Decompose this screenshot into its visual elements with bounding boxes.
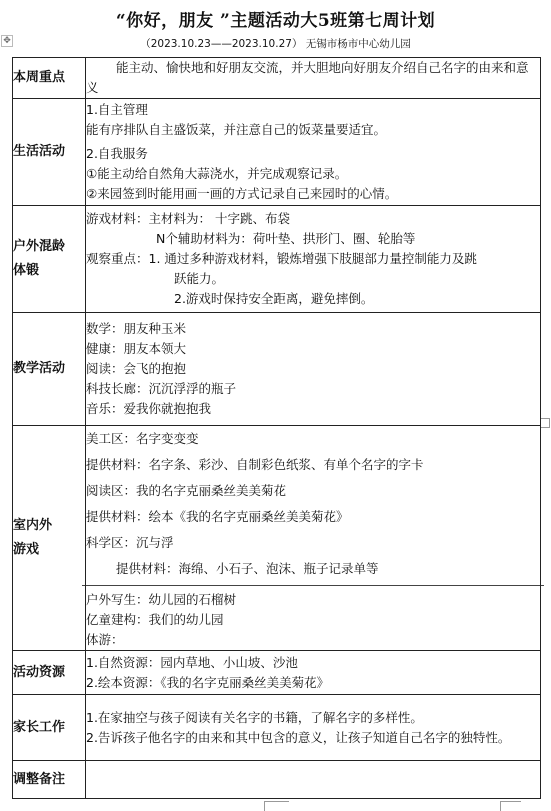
content-focus: [86, 58, 541, 99]
content-notes[interactable]: [86, 761, 541, 799]
content-parents: [86, 695, 541, 761]
content-teaching: [86, 313, 541, 426]
page-title: “你好，朋友 ”主题活动大5班第七周计划: [115, 11, 436, 31]
row-focus: [13, 58, 541, 99]
label-teaching: 教学活动: [13, 313, 86, 426]
row-outdoor: [13, 206, 541, 313]
indoor-line-1: 美工区：名字变变变: [86, 431, 199, 446]
content-resources: [86, 651, 541, 695]
weekly-plan-table: [12, 57, 541, 799]
indoor-line-4: 提供材料：绘本《我的名字克丽桑丝美美菊花》: [86, 509, 349, 524]
life-line-5: ②来园签到时能用画一画的方式记录自己来园时的心情。: [86, 186, 398, 201]
row-parents: [13, 695, 541, 761]
label-outdoor: [13, 206, 86, 313]
scroll-marker[interactable]: [540, 418, 550, 428]
content-outdoor: [86, 206, 541, 313]
label-notes: 调整备注: [13, 761, 86, 799]
outdoor-line-5: 2.游戏时保持安全距离，避免摔倒。: [174, 291, 374, 306]
outdoor-line-4: 跃能力。: [174, 271, 225, 286]
life-line-2: 能有序排队自主盛饭菜，并注意自己的饭菜量要适宜。: [86, 122, 387, 137]
life-line-3: 2.自我服务: [86, 146, 148, 161]
outdoor-line-3: 观察重点：1. 通过多种游戏材料，锻炼增强下肢腿部力量控制能力及跳: [86, 251, 477, 266]
label-indoor: [13, 426, 86, 651]
outdoor-line-2: N个辅助材料为：荷叶垫、拱形门、圈、轮胎等: [156, 231, 416, 246]
indoor-outdoor-line-2: 亿童建构：我们的幼儿园: [86, 612, 224, 627]
teaching-line-4: 科技长廊：沉沉浮浮的瓶子: [86, 381, 237, 396]
table-anchor-icon[interactable]: ✥: [1, 35, 13, 47]
resources-line-1: 1.自然资源：园内草地、小山坡、沙池: [86, 654, 298, 670]
label-focus: 本周重点: [13, 58, 86, 99]
label-indoor-1: 室内外: [13, 518, 53, 533]
indoor-outdoor-line-1: 户外写生：幼儿园的石榴树: [86, 592, 237, 607]
label-indoor-2: 游戏: [13, 542, 40, 557]
row-teaching: [13, 313, 541, 426]
indoor-line-6: 提供材料：海绵、小石子、泡沫、瓶子记录单等: [116, 561, 379, 576]
label-life: 生活活动: [13, 99, 86, 206]
indoor-line-2: 提供材料：名字条、彩沙、自制彩色纸浆、有单个名字的字卡: [86, 457, 424, 472]
life-line-4: ①能主动给自然角大蒜浇水，并完成观察记录。: [86, 166, 348, 181]
teaching-line-5: 音乐：爱我你就抱抱我: [86, 401, 212, 416]
row-notes: [13, 761, 541, 799]
label-parents: 家长工作: [13, 695, 86, 761]
row-indoor: [13, 426, 541, 651]
indoor-outdoor-section: [82, 585, 544, 650]
content-indoor: [86, 426, 541, 651]
row-resources: [13, 651, 541, 695]
page-subtitle: （2023.10.23——2023.10.27） 无锡市杨市中心幼儿园: [140, 38, 411, 50]
teaching-line-2: 健康：朋友本领大: [86, 341, 187, 356]
resources-line-2: 2.绘本资源：《我的名字克丽桑丝美美菊花》: [86, 674, 330, 690]
outdoor-line-1: 游戏材料：主材料为： 十字跳、布袋: [86, 211, 290, 226]
parents-line-2: 2.告诉孩子他名字的由来和其中包含的意义，让孩子知道自己名字的独特性。: [86, 729, 511, 745]
focus-text: 能主动、愉快地和好朋友交流，并大胆地向好朋友介绍自己名字的由来和意义: [86, 60, 529, 95]
teaching-line-3: 阅读：会飞的抱抱: [86, 361, 187, 376]
label-outdoor-2: 体锻: [13, 263, 40, 278]
indoor-line-5: 科学区：沉与浮: [86, 535, 174, 550]
indoor-line-3: 阅读区：我的名字克丽桑丝美美菊花: [86, 483, 287, 498]
content-life: [86, 99, 541, 206]
label-outdoor-1: 户外混龄: [13, 239, 66, 254]
indoor-outdoor-line-3: 体游：: [86, 632, 124, 647]
life-line-1: 1.自主管理: [86, 102, 148, 117]
teaching-line-1: 数学：朋友种玉米: [86, 321, 187, 336]
row-life: [13, 99, 541, 206]
parents-line-1: 1.在家抽空与孩子阅读有关名字的书籍，了解名字的多样性。: [86, 709, 423, 725]
label-resources: 活动资源: [13, 651, 86, 695]
